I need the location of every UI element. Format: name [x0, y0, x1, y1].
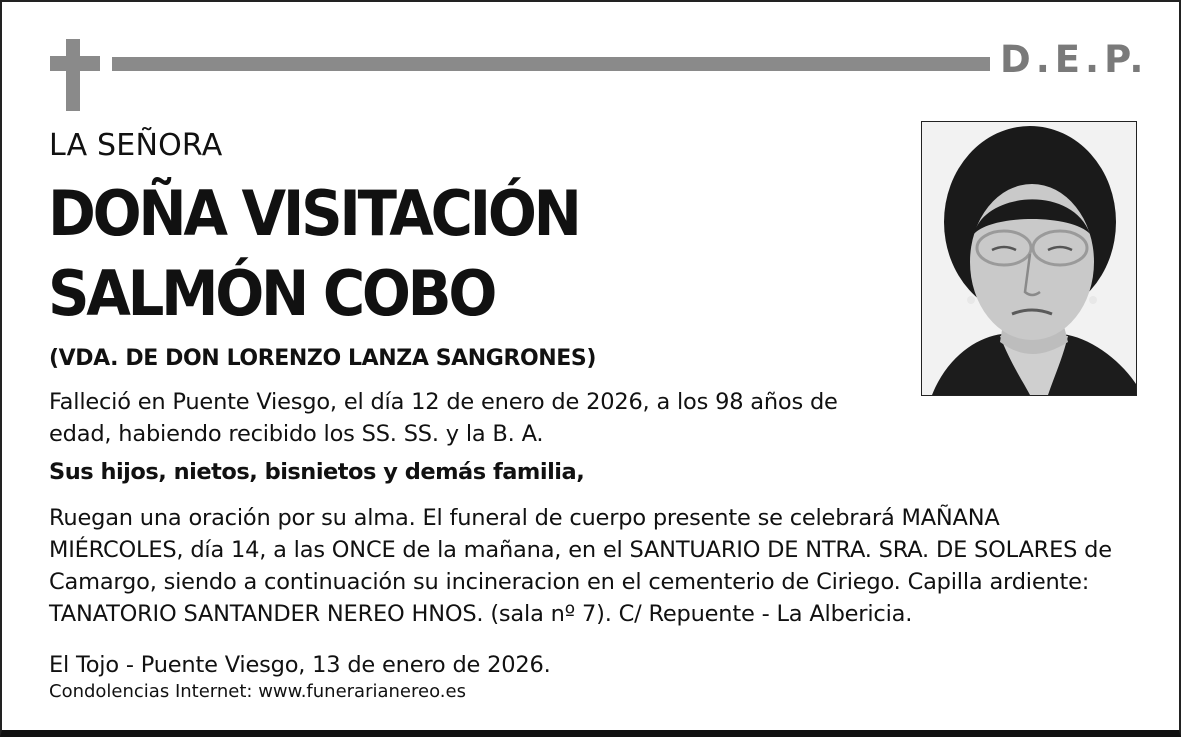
deceased-name-line-1: DOÑA VISITACIÓN — [48, 177, 579, 250]
place-date: El Tojo - Puente Viesgo, 13 de enero de 2026. — [49, 652, 551, 678]
condolences-line: Condolencias Internet: www.funerarianereo.es — [49, 681, 466, 702]
dep-label: D.E.P. — [1000, 38, 1149, 81]
widow-note: (VDA. DE DON LORENZO LANZA SANGRONES) — [49, 346, 597, 371]
header-rule — [112, 57, 990, 71]
family-line: Sus hijos, nietos, bisnietos y demás familia, — [49, 459, 585, 485]
service-details: Ruegan una oración por su alma. El funeral de cuerpo presente se celebrará MAÑANA MIÉRCOLES, día 14, a las ONCE de la mañana, en el SANTUARIO DE NTRA. SRA. DE SOLARES de Camargo, siendo a continuación su incineracion en el cementerio de Ciriego. Capilla ardiente: TANATORIO SANTANDER NEREO HNOS. (sala nº 7). C/ Repuente - La Albericia. — [49, 505, 1112, 627]
deceased-name — [48, 174, 619, 334]
honorific-prefix: LA SEÑORA — [49, 128, 223, 163]
cross-vertical-bar — [66, 39, 80, 111]
death-notice-text: Falleció en Puente Viesgo, el día 12 de enero de 2026, a los 98 años de edad, habiendo recibido los SS. SS. y la B. A. — [49, 389, 838, 447]
portrait-photo — [921, 121, 1137, 396]
portrait-photo-image — [922, 122, 1136, 395]
deceased-name-line-2: SALMÓN COBO — [48, 257, 495, 330]
cross-horizontal-bar — [50, 56, 100, 71]
